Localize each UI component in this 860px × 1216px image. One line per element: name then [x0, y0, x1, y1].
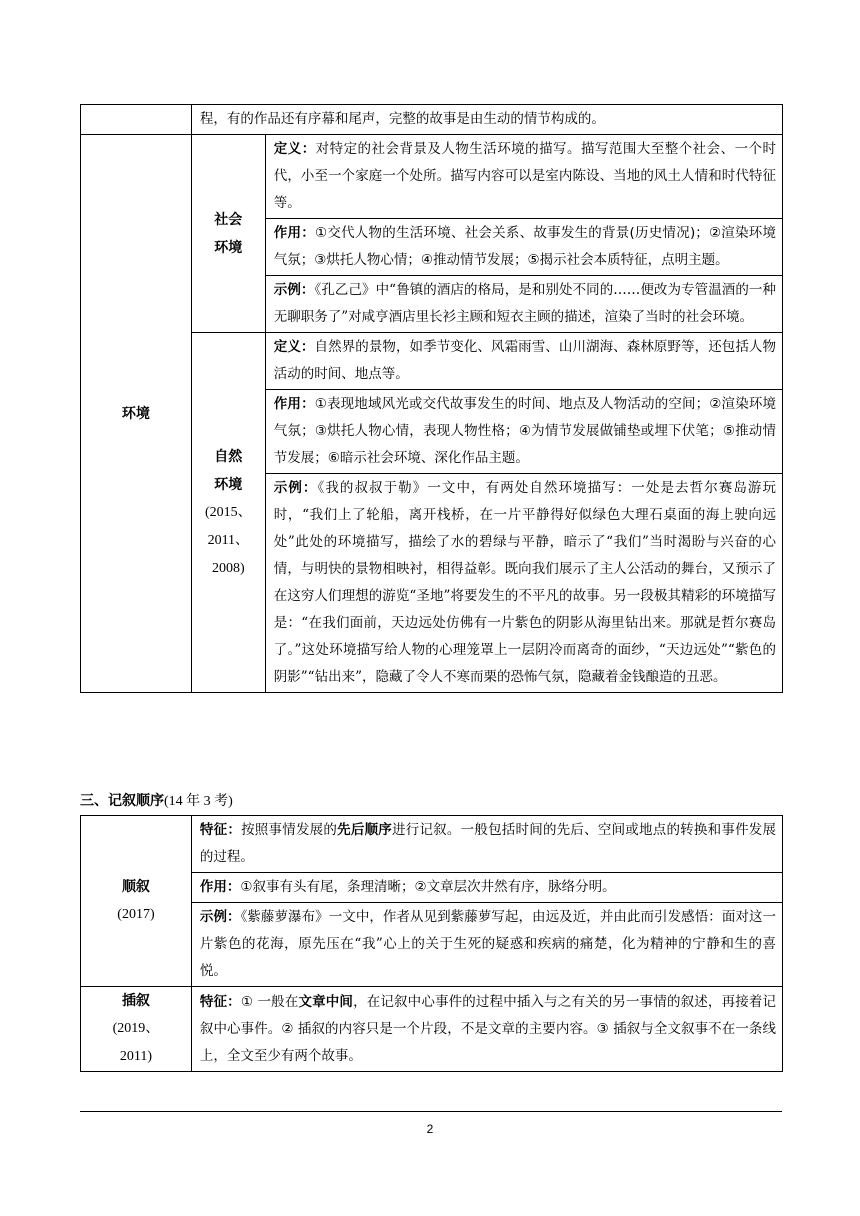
sequential-function: 作用：①叙事有头有尾，条理清晰；②文章层次井然有序，脉络分明。 [191, 873, 782, 903]
sequential-narration-label: 顺叙 (2017) [81, 816, 192, 987]
footer-divider [80, 1111, 782, 1112]
inserted-feature: 特征：① 一般在文章中间，在记叙中心事件的过程中插入与之有关的另一事情的叙述，再接着记叙中心事件。② 插叙的内容只是一个片段，不是文章的主要内容。③ 插叙与全文叙事不在一条线上，全文至少有两个故事。 [191, 987, 782, 1072]
empty-cell [81, 105, 192, 135]
natural-example: 示例：《我的叔叔于勒》一文中，有两处自然环境描写：一处是去哲尔赛岛游玩时，“我们上了轮船，离开栈桥，在一片平静得好似绿色大理石桌面的海上驶向远处”此处的环境描写，描绘了水的碧绿与平静，暗示了“我们”当时渴盼与兴奋的心情，与明快的景物相映衬，相得益彰。既向我们展示了主人公活动的舞台，又预示了在这穷人们理想的游览“圣地”将要发生的不平凡的故事。另一段极其精彩的环境描写是：“在我们面前，天边远处仿佛有一片紫色的阴影从海里钻出来。那就是哲尔赛岛了。”这处环境描写给人物的心理笼罩上一层阴冷而离奇的面纱，“天边远处”“紫色的阴影”“钻出来”，隐藏了令人不寒而栗的恐怖气氛，隐藏着金钱酿造的丑恶。 [265, 474, 782, 693]
natural-function: 作用：①表现地域风光或交代故事发生的时间、地点及人物活动的空间；②渲染环境气氛；③烘托人物心情，表现人物性格；④为情节发展做铺垫或埋下伏笔；⑤推动情节发展；⑥暗示社会环境、深化作品主题。 [265, 390, 782, 474]
table-row [81, 105, 783, 135]
sequential-feature: 特征：按照事情发展的先后顺序进行记叙。一般包括时间的先后、空间或地点的转换和事件发展的过程。 [191, 816, 782, 873]
inserted-narration-label: 插叙 (2019、 2011) [81, 987, 192, 1072]
table-row [81, 816, 783, 873]
natural-definition: 定义：自然界的景物，如季节变化、风霜雨雪、山川湖海、森林原野等，还包括人物活动的时间、地点等。 [265, 333, 782, 390]
natural-environment-label: 自然 环境 (2015、 2011、 2008) [191, 333, 265, 693]
social-definition: 定义：对特定的社会背景及人物生活环境的描写。描写范围大至整个社会、一个时代，小至一个家庭一个处所。描写内容可以是室内陈设、当地的风土人情和时代特征等。 [265, 135, 782, 219]
environment-table [80, 104, 783, 693]
social-function: 作用：①交代人物的生活环境、社会关系、故事发生的背景(历史情况)；②渲染环境气氛；③烘托人物心情；④推动情节发展；⑤揭示社会本质特征，点明主题。 [265, 219, 782, 276]
environment-label: 环境 [81, 135, 192, 693]
table-row [81, 135, 783, 219]
social-example: 示例：《孔乙己》中“鲁镇的酒店的格局，是和别处不同的……便改为专管温酒的一种无聊职务了”对咸亨酒店里长衫主顾和短衣主顾的描述，渲染了当时的社会环境。 [265, 276, 782, 333]
social-environment-label: 社会 环境 [191, 135, 265, 333]
section-heading: 三、记叙顺序(14 年 3 考) [80, 793, 233, 809]
continued-text: 程，有的作品还有序幕和尾声，完整的故事是由生动的情节构成的。 [191, 105, 782, 135]
sequential-example: 示例：《紫藤萝瀑布》一文中，作者从见到紫藤萝写起，由远及近，并由此而引发感悟：面对这一片紫色的花海，原先压在“我”心上的关于生死的疑惑和疾病的痛楚，化为精神的宁静和生的喜悦。 [191, 903, 782, 987]
table-row [81, 987, 783, 1072]
narrative-order-table [80, 815, 783, 1072]
page-number: 2 [426, 1122, 434, 1136]
